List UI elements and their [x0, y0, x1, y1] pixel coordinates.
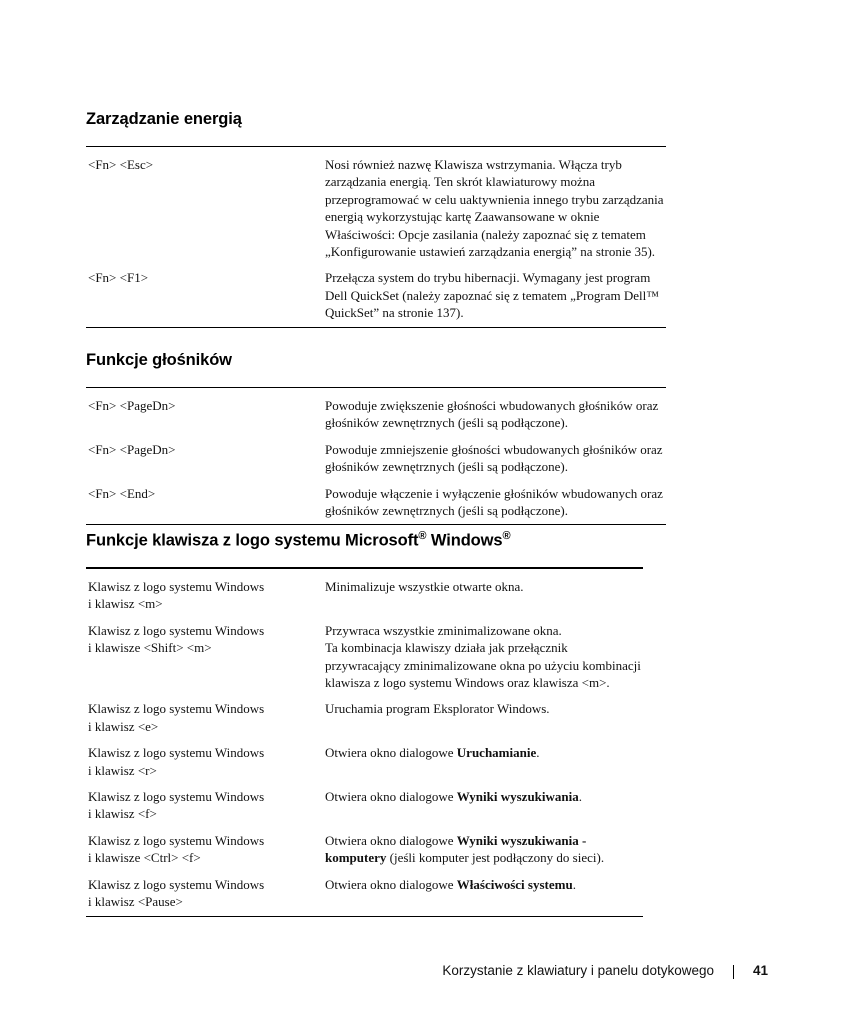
dialog-name: Uruchamianie: [456, 745, 537, 761]
keys-line: Klawisz z logo systemu Windows: [88, 832, 265, 848]
desc-text: .: [572, 876, 576, 892]
keys-line: Klawisz z logo systemu Windows: [88, 745, 265, 761]
shortcut-description: Minimalizuje wszystkie otwarte okna.: [325, 579, 524, 594]
desc-text: Otwiera okno dialogowe: [325, 789, 457, 805]
table-row: [86, 823, 643, 867]
shortcut-keys: <Fn> <PageDn>: [88, 398, 176, 413]
table-row: [86, 432, 666, 476]
shortcut-keys: [86, 744, 325, 779]
shortcut-description: Uruchamia program Eksplorator Windows.: [325, 701, 550, 717]
keys-line: i klawisz <e>: [88, 718, 159, 734]
shortcut-keys: <Fn> <PageDn>: [88, 441, 176, 457]
shortcut-description: Przełącza system do trybu hibernacji. Wymagany jest program Dell QuickSet (należy zapoznać się z tematem „Program Dell™ QuickSet” na stronie 137).: [325, 270, 659, 321]
desc-text: (jeśli komputer jest podłączony do sieci).: [386, 850, 605, 866]
footer-separator: [733, 965, 734, 979]
shortcut-description: Powoduje zwiększenie głośności wbudowanych głośników oraz głośników zewnętrznych (jeśli są podłączone).: [325, 398, 659, 431]
keys-line: i klawisz <f>: [88, 806, 157, 822]
keys-line: i klawisz <r>: [88, 762, 157, 778]
shortcut-keys: <Fn> <Esc>: [88, 157, 154, 172]
shortcut-description: [325, 788, 643, 823]
shortcut-description: [325, 832, 643, 867]
keys-line: Klawisz z logo systemu Windows: [88, 876, 265, 892]
desc-text: Otwiera okno dialogowe: [325, 832, 457, 848]
shortcut-description: Powoduje zmniejszenie głośności wbudowanych głośników oraz głośników zewnętrznych (jeśli są podłączone).: [325, 441, 663, 475]
desc-text: .: [578, 789, 583, 805]
page-number: 41: [753, 963, 769, 978]
section-title-power: Zarządzanie energią: [86, 110, 242, 128]
keys-line: i klawisze <Shift> <m>: [88, 640, 212, 656]
table-row: [86, 735, 643, 779]
shortcut-keys: <Fn> <End>: [88, 485, 156, 501]
shortcut-description: Nosi również nazwę Klawisza wstrzymania. Włącza tryb zarządzania energią. Ten skrót klawiaturowy można przeprogramować w celu uaktywnienia innego trybu zarządzania energią wykorzystując kartę Zaawansowane w oknie Właściwości: Opcje zasilania (należy zapoznać się z tematem „Konfigurowanie ustawień zarządzania energią” na stronie 35).: [325, 157, 664, 260]
keys-line: Klawisz z logo systemu Windows: [88, 789, 265, 805]
table-row: [86, 260, 666, 326]
keys-line: i klawisz <Pause>: [88, 894, 183, 910]
table-row: [86, 867, 643, 916]
table-row: [86, 147, 666, 260]
registered-mark: ®: [418, 530, 427, 542]
section-title-speakers: Funkcje głośników: [86, 351, 232, 369]
desc-text: Otwiera okno dialogowe: [325, 745, 457, 761]
table-row: [86, 476, 666, 525]
title-word: Windows: [430, 531, 503, 550]
keys-line: i klawisze <Ctrl> <f>: [88, 850, 201, 866]
shortcut-description: [325, 876, 643, 911]
table-row: [86, 613, 643, 692]
power-shortcuts-table: [86, 146, 666, 328]
desc-line: Przywraca wszystkie zminimalizowane okna.: [325, 622, 562, 638]
desc-line: Ta kombinacja klawiszy działa jak przełącznik przywracający zminimalizowane okna po użyciu kombinacji klawisza z logo systemu Windows oraz klawisza <m>.: [325, 640, 641, 691]
shortcut-keys: [86, 578, 325, 613]
table-row: [86, 779, 643, 823]
keys-line: Klawisz z logo systemu Windows: [88, 701, 265, 717]
shortcut-keys: [86, 832, 325, 867]
shortcut-keys: [86, 700, 325, 735]
dialog-name: Właściwości systemu: [456, 876, 573, 892]
dialog-name: Wyniki wyszukiwania: [456, 789, 579, 805]
speaker-shortcuts-table: [86, 387, 666, 525]
keys-line: Klawisz z logo systemu Windows: [88, 622, 265, 638]
shortcut-keys: [86, 876, 325, 911]
shortcut-description: [325, 744, 643, 779]
shortcut-keys: [86, 788, 325, 823]
desc-text: .: [536, 745, 540, 761]
table-row: [86, 691, 643, 735]
desc-text: Otwiera okno dialogowe: [325, 876, 457, 892]
keys-line: Klawisz z logo systemu Windows: [88, 579, 265, 594]
shortcut-description: Powoduje włączenie i wyłączenie głośników wbudowanych oraz głośników zewnętrznych (jeśli są podłączone).: [325, 485, 663, 519]
shortcut-description: [325, 622, 643, 692]
table-row: [86, 569, 643, 613]
section-title-windows-key: [86, 530, 510, 551]
shortcut-keys: <Fn> <F1>: [88, 270, 149, 286]
keys-line: i klawisz <m>: [88, 596, 163, 612]
table-row: [86, 388, 666, 432]
footer-chapter-title: Korzystanie z klawiatury i panelu dotykowego: [442, 963, 714, 978]
registered-mark: ®: [502, 530, 511, 542]
shortcut-keys: [86, 622, 325, 692]
dialog-name: Wyniki wyszukiwania - komputery: [325, 832, 587, 866]
title-text: Funkcje klawisza z logo systemu Microsoft: [86, 531, 419, 550]
windows-key-shortcuts-table: [86, 567, 643, 917]
